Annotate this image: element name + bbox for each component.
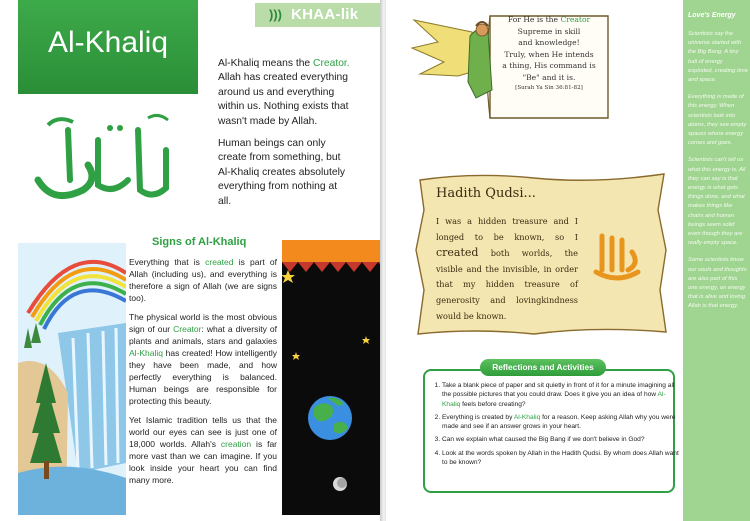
title-banner: [18, 0, 198, 94]
signs-paragraph-1: Everything that is created is part of Allah (including us), and everything is therefore a sign of Allah (we are signs too).: [129, 257, 277, 303]
waterfall-illustration: [18, 243, 126, 515]
quote-line-5: a thing, His command is: [502, 61, 596, 70]
quran-quote: [496, 14, 602, 95]
pronunciation: KHAA-lik: [291, 6, 359, 23]
allah-calligraphy: [588, 228, 646, 284]
quote-line-1: For He is the Creator: [507, 15, 591, 24]
quote-line-2: Supreme in skill: [517, 26, 581, 36]
reflection-item: 4. Look at the words spoken by Allah in the Hadith Qudsi. By whom does Allah want to be known?: [442, 449, 680, 468]
loves-energy-sidebar: [683, 0, 750, 521]
night-sky-illustration: [282, 240, 382, 515]
reflections-heading: Reflections and Activities: [480, 359, 606, 376]
quote-line-6: "Be" and it is.: [522, 72, 576, 82]
page-title: Al-Khaliq: [47, 26, 169, 59]
quote-line-4: Truly, when He intends: [504, 49, 594, 59]
intro-text: [218, 57, 352, 217]
sidebar-body: [688, 30, 748, 320]
intro-paragraph-2: Human beings can only create from something, but Al-Khaliq creates absolutely everything from nothing at all.: [218, 138, 346, 207]
sound-icon: ))): [269, 7, 282, 22]
sidebar-paragraph-2: Everything is made of this energy. When scientists look into atoms, they see empty spaces where energy comes and goes.: [688, 94, 747, 147]
signs-heading: Signs of Al-Khaliq: [152, 236, 247, 248]
sidebar-heading: Love's Energy: [688, 12, 736, 19]
signs-paragraph-3: Yet Islamic tradition tells us that the world our eyes can see is just one of 18,000 worlds. Allah's creation is far more vast than we can imagine. If you look inside your heart you can find many more.: [129, 415, 277, 485]
sidebar-paragraph-4: Some scientists know our souls and thoughts are also part of this one energy, an energy that is alive and loving. Allah is that energy.: [688, 257, 747, 310]
quote-citation: [Surah Ya Sin 36:81-82]: [515, 85, 583, 91]
hadith-heading: Hadith Qudsi...: [436, 186, 536, 201]
quote-line-3: and knowledge!: [518, 38, 580, 47]
sidebar-paragraph-1: Scientists say the universe started with the Big Bang. A tiny ball of energy exploded, creating time and space.: [688, 31, 748, 84]
reflection-item: 1. Take a blank piece of paper and sit quietly in front of it for a minute imagining all the possible pictures that you could draw. Does it give you an idea of how Al-Khaliq feels before creating?: [442, 381, 680, 409]
reflections-list: [427, 381, 680, 471]
intro-paragraph-1: Al-Khaliq means the Creator. Allah has created everything around us and everything within us. Nothing exists that wasn't made by Allah.: [218, 58, 350, 127]
reflection-item: 3. Can we explain what caused the Big Bang if we don't believe in God?: [442, 435, 680, 444]
arabic-calligraphy: [28, 110, 178, 210]
signs-paragraph-2: The physical world is the most obvious sign of our Creator: what a diversity of plants and animals, stars and galaxies Al-Khaliq has created! How intelligently they have been made, and how perfectly everything is balanced. Human beings are responsible for protecting this beauty.: [129, 312, 277, 406]
signs-text: [129, 256, 277, 493]
reflection-item: 2. Everything is created by Al-Khaliq for a reason. Keep asking Allah why you were made and see if an answer grows in your heart.: [442, 413, 680, 432]
hadith-text: I was a hidden treasure and I longed to be known, so I created both worlds, the visible and the invisible, in order that my hidden treasure of generosity and lovingkindness would be known.: [436, 216, 578, 321]
pronunciation-bar: [255, 3, 382, 27]
sidebar-paragraph-3: Scientists can't tell us what this energy is. All they can say is that energy is what gets things done, and what makes things like chairs and human beings seem solid even though they are really empty space.: [688, 157, 746, 247]
